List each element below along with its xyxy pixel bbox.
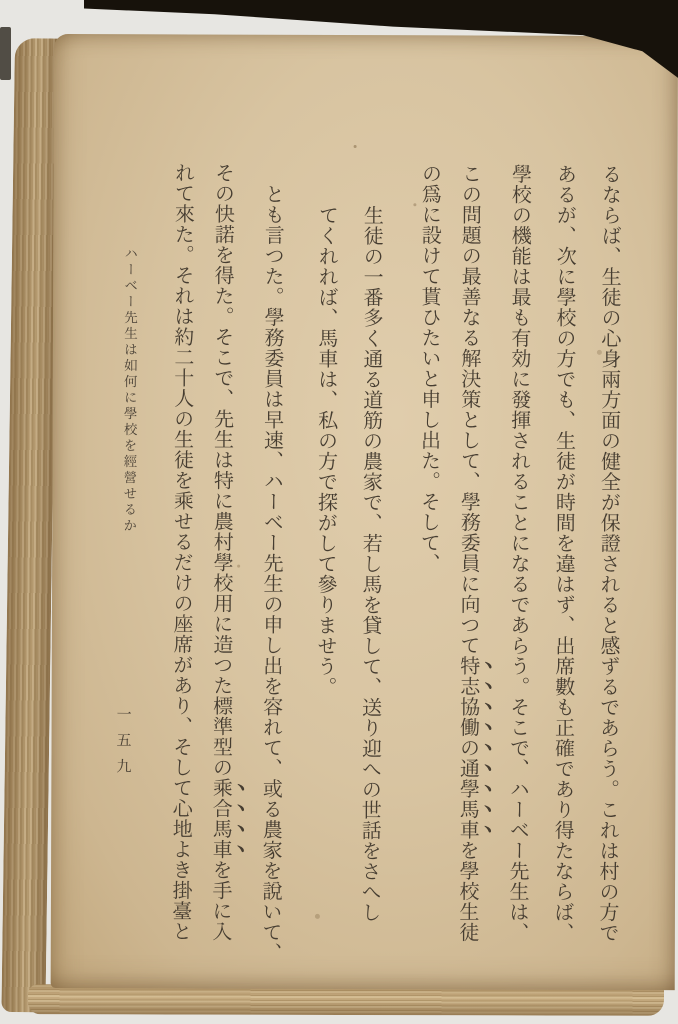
page-number: 一五九 [114,706,133,785]
text-run: るならば、生徒の心身兩方面の健全が保證されると感ずるであらう。これは村の方で [595,163,623,943]
paper-specks [354,145,357,148]
text-run: てくれれば、馬車は、私の方で探がして參りませう。 [313,204,340,697]
text-run: とも言つた。學務委員は早速、ハーベー先生の申し出を容れて、或る農家を說いて、 [258,183,286,963]
book-page [51,34,678,990]
text-column [450,163,498,963]
text-column [302,163,350,963]
text-column [347,163,395,963]
text-column [585,164,633,964]
text-column [540,164,588,964]
scanner-bed-mark [0,27,11,80]
text-run: の爲に設けて貰ひたいと申し出た。そして、 [417,163,443,574]
text-run: 學校の機能は最も有効に發揮されることになるであらう。そこで、ハーベー先生は、 [505,163,533,943]
running-title: ハーベー先生は如何に學校を經營せるか [120,246,138,535]
text-run: 生徒の一番多く通る道筋の農家で、若し馬を貸して、送り迎への世話をさへし [357,205,385,923]
text-run: を手に入 [208,859,234,942]
emphasized-text-run: 特志協働の通學馬車 [456,655,481,840]
text-run: れて來た。それは約二十人の生徒を乘せるだけの座席があり、そして心地よき掛臺と [168,162,196,942]
text-column [248,163,296,963]
text-column [495,164,543,964]
text-run: あるが、次に學校の方でも、生徒が時間を違はず、出席數も正確であり得たならば、 [550,163,578,943]
text-column [203,163,251,963]
text-run: その快諾を得た。そこで、先生は特に農村學校用に造つた標準型の [209,162,236,778]
text-run: この問題の最善なる解決策として、學務委員に向つて [456,163,483,656]
text-run: を學校生徒 [455,839,481,943]
text-column [158,162,206,962]
emphasized-text-run: 乘合馬車 [209,777,234,860]
text-block [158,162,633,964]
